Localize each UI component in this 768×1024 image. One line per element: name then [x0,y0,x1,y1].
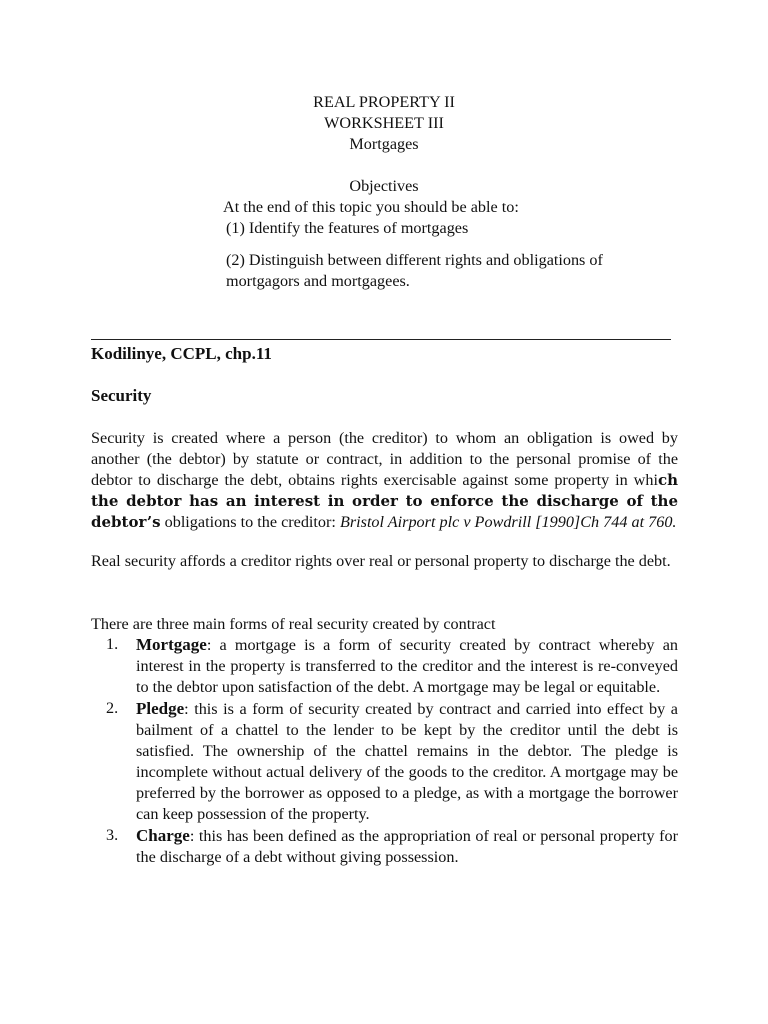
list-term: Charge [136,826,190,845]
objective-item-1: (1) Identify the features of mortgages [226,219,469,237]
document-header [0,92,768,155]
list-term: Pledge [136,699,185,718]
case-citation: Bristol Airport plc v Powdrill [1990]Ch 744 at 760. [339,513,677,531]
section-heading: Security [91,386,152,405]
objectives-intro: At the end of this topic you should be able to: [223,198,519,216]
list-item [91,634,678,698]
reference-citation: Kodilinye, CCPL, chp.11 [91,344,272,363]
list-item [91,825,678,868]
worksheet-title: WORKSHEET III [324,114,444,132]
list-number: 3. [106,826,119,844]
objective-item-2: (2) Distinguish between different rights and obligations of mortgagors and mortgagees. [226,251,603,290]
list-text: : a mortgage is a form of security created by contract whereby an interest in the property is transferred to the creditor and the interest is re-conveyed to the debtor upon satisfaction of the debt. A mortgage may be legal or equitable. [136,636,678,696]
security-forms-list [91,634,678,868]
list-number: 2. [106,699,119,717]
objectives-heading: Objectives [349,177,419,195]
security-definition-paragraph [91,428,678,533]
paragraph-bold-text: ch the debtor has an interest in order to enforce the discharge of the debtor’s [91,471,678,531]
list-term: Mortgage [136,635,207,654]
paragraph-text: Security is created where a person (the creditor) to whom an obligation is owed by another (the debtor) by statute or contract, in addition to the personal promise of the debtor to discharge the debt, obtains rights exercisable against some property in whi [91,429,678,489]
real-security-paragraph: Real security affords a creditor rights over real or personal property to discharge the debt. [91,552,671,570]
list-number: 1. [106,635,119,653]
list-text: : this has been defined as the appropriation of real or personal property for the discharge of a debt without giving possession. [136,827,678,866]
course-title: REAL PROPERTY II [313,93,455,111]
horizontal-rule [91,339,671,340]
list-text: : this is a form of security created by contract and carried into effect by a bailment of a chattel to the lender to be kept by the creditor until the debt is satisfied. The ownership of the chattel remains in the debtor. The pledge is incomplete without actual delivery of the goods to the creditor. A mortgage may be preferred by the borrower as opposed to a pledge, as with a mortgage the borrower can keep possession of the property. [136,700,678,823]
list-item [91,698,678,825]
paragraph-text-end: obligations to the creditor: [160,513,340,531]
topic-title: Mortgages [349,135,419,153]
forms-intro-paragraph: There are three main forms of real security created by contract [91,615,496,633]
